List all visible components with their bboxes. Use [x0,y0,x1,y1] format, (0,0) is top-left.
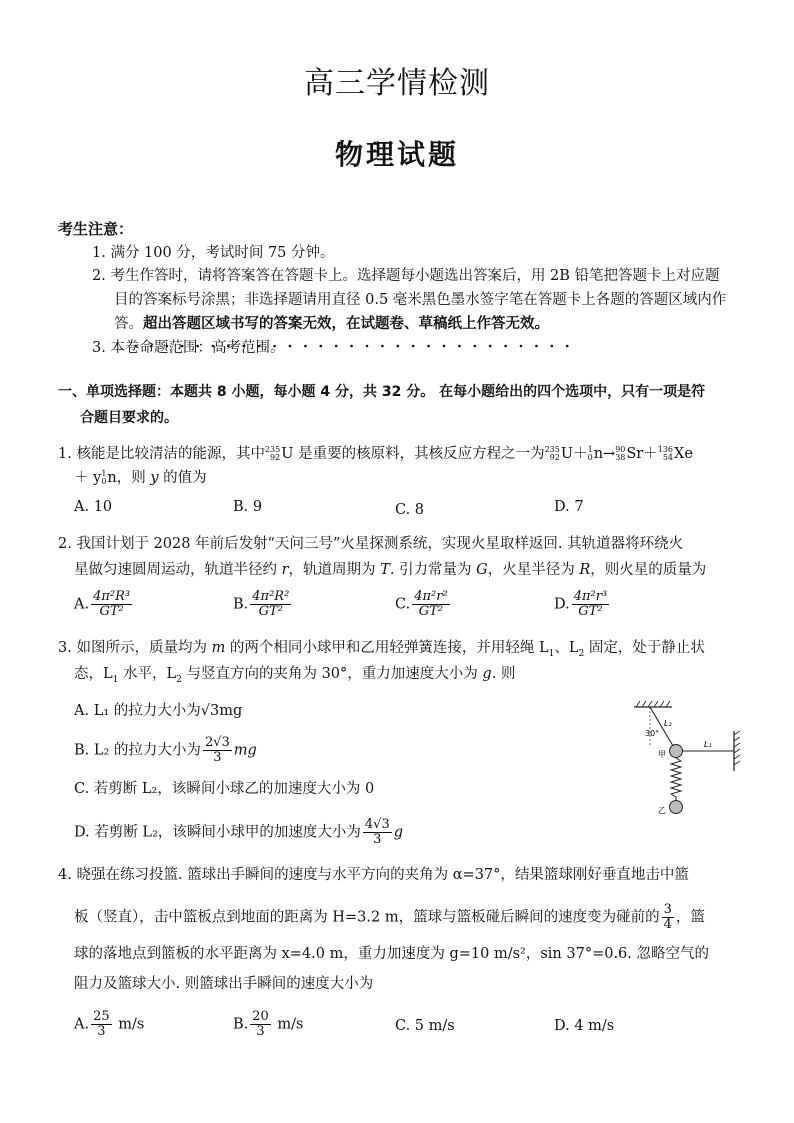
q3-option-b-den: 3 [213,750,222,765]
emphasis-dot [335,345,338,348]
q4-text-2b: ，篮 [675,909,705,926]
q1-u2-symbol: U [560,446,574,462]
q3-option-b-text: B. L₂ 的拉力大小为 [74,742,201,759]
q2-option-a-fraction [91,590,132,619]
q3-text-1c: 、L [554,640,579,656]
q3-l1-sub: 1 [548,648,555,659]
q2-stem-line1: 2. 我国计划于 2028 年前后发射“天问三号”火星探测系统，实现火星取样返回. 其轨道器将环绕火 [58,536,684,552]
q1-option-a[interactable]: A. 10 [74,499,113,515]
section1-heading-cont: 合题目要求的。 [80,410,178,426]
q1-u-mass: 235 [264,445,281,454]
q1-sr-symbol: Sr [626,446,644,462]
q4-stem-line4: 阻力及篮球大小. 则篮球出手瞬间的速度大小为 [74,976,374,992]
q1-u2-mass: 235 [544,445,560,454]
angle-label: 30° [645,729,660,738]
exam-title: 高三学情检测 [304,66,490,101]
q2-g: G [476,562,488,578]
spring [671,758,681,801]
q3-text-2b: 水平，L [118,666,177,682]
q2-option-a-den: GT² [99,604,124,619]
notice-item-2: 2. 考生作答时，请将答案答在答题卡上。选择题每小题选出答案后，用 2B 铅笔把答题卡上对应题 [92,268,720,284]
emphasis-dot [551,345,554,348]
emphasis-dot [535,345,538,348]
ceiling-hatch [636,701,670,707]
q1-xe-z: 54 [662,453,674,462]
q2-text-b: ，轨道周期为 [288,562,381,578]
q1-y: y [150,470,159,486]
wall-hatch [734,731,740,765]
l1-label: L₁ [704,740,712,749]
q1-text-3: ＋ y [74,470,102,486]
q3-text-1b: 的两个相同小球甲和乙用轻弹簧连接，并用轻绳 L [225,640,549,656]
q2-text-a: 星做匀速圆周运动，轨道半径约 [74,562,282,578]
notice-item-2-tail: 答。 [114,316,143,332]
emphasis-dot [489,345,492,348]
q1-text-2: 是重要的核原料，其核反应方程之一为 [293,446,545,462]
q3-m: m [211,640,226,656]
q2-option-d-num: 4π²r³ [573,589,608,604]
l2-label: L₂ [664,719,672,728]
q2-option-c-label: C. [395,596,411,613]
q4-option-b-den: 3 [256,1024,265,1039]
notice-item-2-end [114,314,549,334]
q1-xe-mass: 136 [657,445,674,454]
q2-option-b[interactable] [233,590,293,619]
q1-text-4: ，则 [116,470,151,486]
emphasis-dot [474,345,477,348]
q4-option-c-label: C. [395,1018,411,1034]
q1-stem-line1 [58,444,693,464]
yi-label: 乙 [658,806,666,815]
q3-figure [620,695,745,820]
emphasis-dot [458,345,461,348]
q4-option-b-num: 20 [252,1009,269,1024]
q4-option-a-den: 3 [97,1024,106,1039]
q1-n-z: 0 [587,453,593,462]
emphasis-dot [427,345,430,348]
q2-option-c-den: GT² [418,604,444,619]
q4-option-a-label: A. [74,1016,90,1033]
q1-u-symbol: U [281,446,294,462]
emphasis-dot [381,345,384,348]
q1-n2-nuclide-numbers [101,470,106,486]
q3-option-d-num: 4√3 [364,817,390,832]
q3-l2-sub: 2 [578,648,585,659]
emphasis-dots [132,333,582,337]
q4-option-d-text: 4 m/s [574,1018,615,1034]
q1-plus-2: ＋ [643,446,658,462]
q3-l1-sub-2: 1 [112,674,119,685]
q4-ratio-den: 4 [663,917,672,932]
q4-option-a-num: 25 [93,1009,110,1024]
q4-stem-line3: 球的落地点到篮板的水平距离为 x=4.0 m，重力加速度为 g=10 m/s²，sin 37°=0.6. 忽略空气的 [74,946,709,962]
q4-option-d-label: D. [554,1018,570,1034]
q2-option-d[interactable] [554,590,611,619]
q4-text-2a: 板（竖直），击中篮板点到地面的距离为 H=3.2 m，篮球与篮板碰后瞬间的速度变为碰前的 [74,909,660,926]
q4-option-a-unit: m/s [118,1016,145,1033]
q1-xe-symbol: Xe [674,446,693,462]
q3-option-b[interactable] [74,736,257,765]
q3-option-d-text: D. 若剪断 L₂，该瞬间小球甲的加速度大小为 [74,824,361,841]
q3-option-b-fraction [203,736,232,765]
q1-option-b[interactable]: B. 9 [233,499,263,515]
q3-text-1d: 固定，处于静止状 [584,640,705,656]
ball-jia [670,745,683,758]
q3-stem-line1 [58,638,705,664]
emphasis-dot [289,345,292,348]
q2-stem-line2 [74,560,706,580]
emphasis-dot [412,345,415,348]
q1-xe-nuclide-numbers [658,446,673,462]
q4-option-c-text: 5 m/s [414,1018,455,1034]
q1-n2-symbol: n [107,470,117,486]
q3-g: g [482,666,492,682]
notice-item-2-cont: 目的答案标号涂黑；非选择题请用直径 0.5 毫米黑色墨水签字笔在答题卡上各题的答题区域内作 [114,292,727,308]
q4-option-b-label: B. [233,1016,249,1033]
section1-heading: 一、单项选择题：本题共 8 小题，每小题 4 分，共 32 分。 在每小题给出的四个选项中，只有一项是符 [58,384,706,400]
q2-text-e: ，则火星的质量为 [590,562,707,578]
q1-n2-z: 0 [101,477,107,486]
q3-text-2a: 态，L [74,666,113,682]
q4-option-b-unit: m/s [277,1016,304,1033]
emphasis-dot [350,345,353,348]
q3-text-2d: . 则 [491,666,516,682]
q4-option-a[interactable] [74,1010,144,1039]
q2-option-a-label: A. [74,596,90,613]
emphasis-dot [397,345,400,348]
notice-heading: 考生注意： [58,220,134,238]
q4-ratio-fraction [662,903,674,932]
q2-option-d-fraction [572,590,609,619]
q4-option-d[interactable] [554,1016,614,1036]
q3-option-d-unit: g [393,824,404,841]
q1-n-nuclide-numbers [588,446,593,462]
q2-text-d: ，火星半径为 [487,562,580,578]
q1-u-z: 92 [270,453,281,462]
q1-text-1: 1. 核能是比较清洁的能源，其中 [58,446,265,462]
q3-option-a[interactable]: A. L₁ 的拉力大小为√3mg [74,703,243,719]
q2-option-b-fraction [250,590,291,619]
q3-option-d-den: 3 [373,832,382,847]
notice-item-1: 1. 满分 100 分，考试时间 75 分钟。 [92,245,335,261]
q1-u-nuclide-numbers [265,446,280,462]
q1-option-d[interactable]: D. 7 [554,499,584,515]
q4-stem-line1: 4. 晓强在练习投篮. 篮球出手瞬间的速度与水平方向的夹角为 α=37°，结果篮球刚好垂直地击中篮 [58,867,689,883]
q2-r: r [281,562,289,578]
q4-option-b-fraction [250,1010,271,1039]
q2-option-c-num: 4π²r² [414,589,448,604]
q2-option-b-den: GT² [258,604,283,619]
q4-ratio-num: 3 [663,902,672,917]
emphasis-dot [443,345,446,348]
q1-sr-nuclide-numbers [615,446,625,462]
notice-item-3: 3. 本卷命题范围：高考范围。 [92,340,285,356]
ball-yi [670,801,683,814]
emphasis-dot [566,345,569,348]
q1-n2-mass: 1 [101,469,107,478]
exam-subject: 物理试题 [334,138,459,171]
q2-option-c-fraction [412,590,449,619]
q1-text-5: 的值为 [158,470,207,486]
q2-option-a[interactable] [74,590,134,619]
emphasis-dot [304,345,307,348]
q2-t: T [380,562,390,578]
emphasis-dot [366,345,369,348]
q2-option-b-num: 4π²R² [252,589,290,604]
q1-option-c[interactable]: C. 8 [395,502,425,518]
q3-option-d[interactable] [74,818,403,847]
q2-r-big: R [579,562,591,578]
q3-stem-line2 [74,664,515,690]
emphasis-dot [504,345,507,348]
q4-option-c[interactable] [395,1016,455,1036]
q1-u2-nuclide-numbers [545,446,560,462]
q2-option-d-den: GT² [578,604,603,619]
notice-emphasis: 超出答题区域书写的答案无效，在试题卷、草稿纸上作答无效。 [143,316,549,332]
q2-option-b-label: B. [233,596,249,613]
q3-text-1a: 3. 如图所示，质量均为 [58,640,212,656]
q3-option-c[interactable]: C. 若剪断 L₂，该瞬间小球乙的加速度大小为 0 [74,781,375,797]
emphasis-dot [520,345,523,348]
q3-option-b-num: 2√3 [204,735,230,750]
q1-n-mass: 1 [587,445,593,454]
q3-l2-sub-2: 2 [176,674,182,685]
q3-option-b-unit: mg [233,742,257,759]
q4-stem-line2 [74,903,705,932]
q2-text-c: . 引力常量为 [389,562,477,578]
q2-option-c[interactable] [395,590,452,619]
emphasis-dot [320,345,323,348]
jia-label: 甲 [658,750,666,759]
q1-u2-z: 92 [549,453,560,462]
q1-plus-1: ＋ [573,446,588,462]
q3-text-2c: 与竖直方向的夹角为 30°，重力加速度大小为 [181,666,483,682]
q4-option-b[interactable] [233,1010,304,1039]
q1-n-symbol: n [593,446,604,462]
q1-sr-z: 38 [615,453,626,462]
q2-option-d-label: D. [554,596,570,613]
q4-option-a-fraction [91,1010,112,1039]
q3-option-d-fraction [363,818,392,847]
q2-option-a-num: 4π²R³ [93,589,131,604]
q1-stem-line2 [74,468,207,488]
q1-sr-mass: 90 [615,445,626,454]
q1-arrow: → [603,446,616,462]
